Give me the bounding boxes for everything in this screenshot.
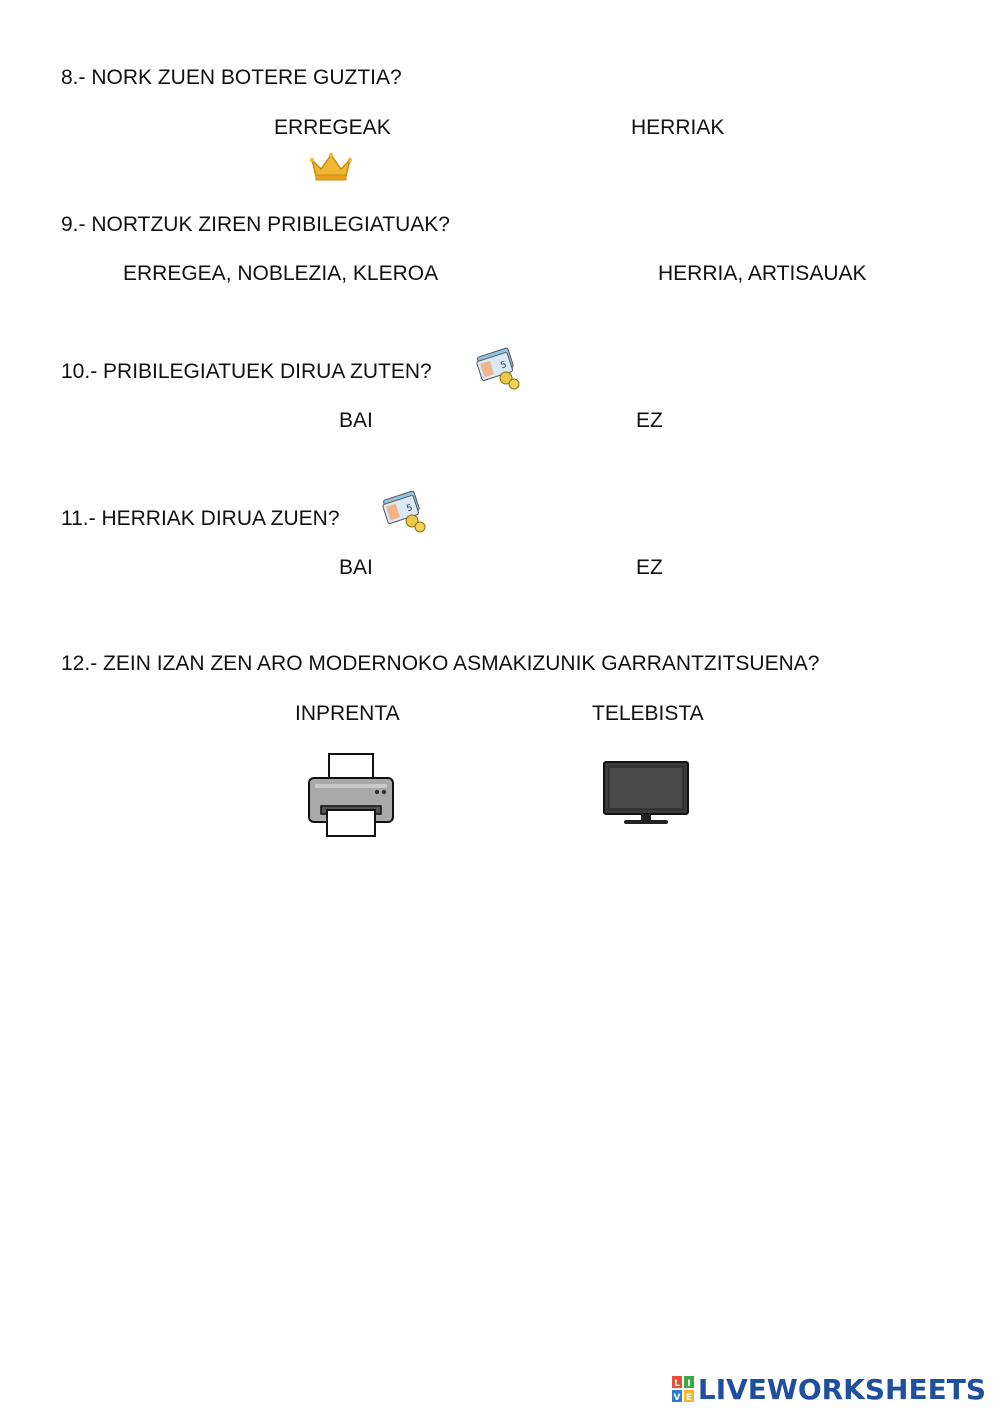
question-9-text: 9.- NORTZUK ZIREN PRIBILEGIATUAK?	[61, 213, 450, 236]
option-errege-noblezia-kleroa[interactable]: ERREGEA, NOBLEZIA, KLEROA	[123, 262, 439, 285]
svg-text:5: 5	[405, 503, 415, 515]
television-icon	[602, 760, 690, 826]
option-bai[interactable]: BAI	[339, 409, 373, 432]
money-icon	[380, 487, 430, 533]
option-erregeak[interactable]: ERREGEAK	[274, 116, 391, 139]
logo-letter: I	[687, 1379, 691, 1389]
option-telebista[interactable]: TELEBISTA	[592, 702, 704, 725]
question-8-text: 8.- NORK ZUEN BOTERE GUZTIA?	[61, 66, 402, 89]
liveworksheets-logo	[672, 1374, 986, 1404]
logo-letter: V	[673, 1393, 681, 1402]
liveworksheets-logo-icon	[672, 1376, 694, 1402]
option-ez[interactable]: EZ	[636, 556, 663, 579]
question-11-text: 11.- HERRIAK DIRUA ZUEN?	[61, 507, 340, 530]
money-icon	[474, 344, 524, 390]
option-herria-artisauak[interactable]: HERRIA, ARTISAUAK	[658, 262, 867, 285]
option-herriak[interactable]: HERRIAK	[631, 116, 725, 139]
option-bai[interactable]: BAI	[339, 556, 373, 579]
crown-icon	[309, 152, 353, 182]
logo-letter: E	[685, 1393, 692, 1402]
option-inprenta[interactable]: INPRENTA	[295, 702, 400, 725]
question-12-text: 12.- ZEIN IZAN ZEN ARO MODERNOKO ASMAKIZUNIK GARRANTZITSUENA?	[61, 652, 820, 675]
option-ez[interactable]: EZ	[636, 409, 663, 432]
svg-text:5: 5	[499, 360, 509, 372]
logo-letter: L	[674, 1379, 680, 1389]
printer-icon	[307, 752, 395, 838]
question-10-text: 10.- PRIBILEGIATUEK DIRUA ZUTEN?	[61, 360, 432, 383]
brand-name: LIVEWORKSHEETS	[697, 1372, 986, 1406]
